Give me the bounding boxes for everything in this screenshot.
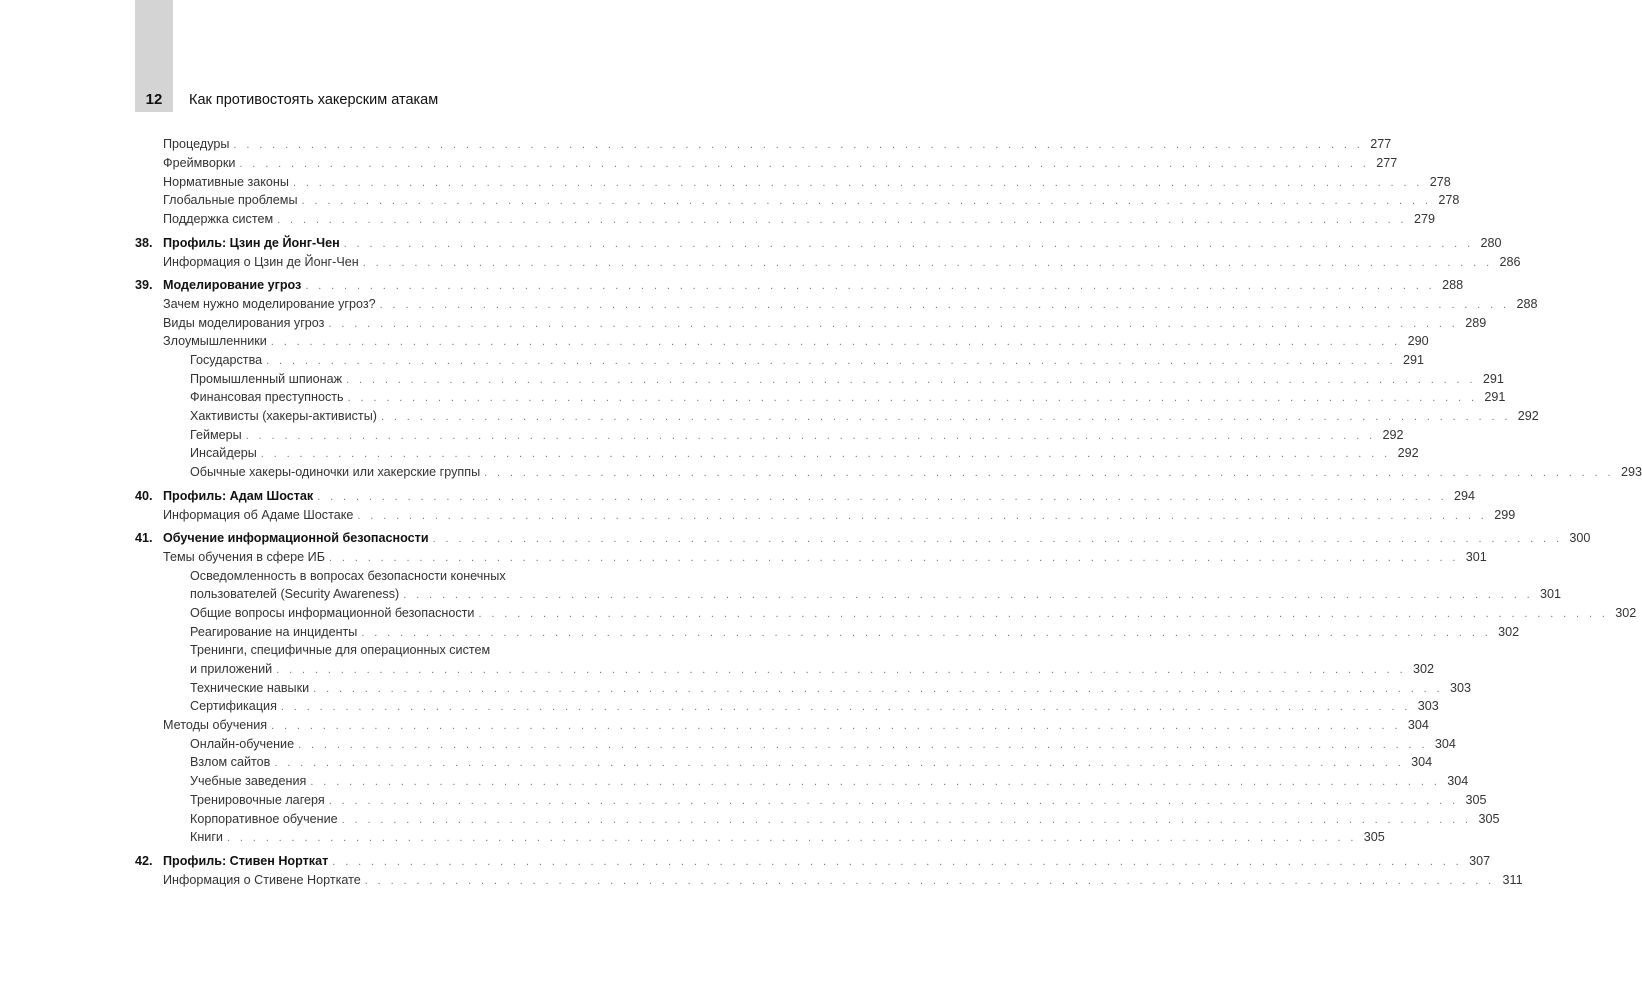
toc-entry-title: Процедуры <box>163 137 230 151</box>
toc-entry-title: Злоумышленники <box>163 334 267 348</box>
toc-entry-page: 292 <box>1382 428 1404 442</box>
toc-entry-page: 305 <box>1478 812 1500 826</box>
toc-entry-title: Обучение информационной безопасности <box>163 531 429 545</box>
toc-entry-title: Темы обучения в сфере ИБ <box>163 550 325 564</box>
toc-entry-page: 288 <box>1442 278 1464 292</box>
toc-entry[interactable] <box>135 660 1435 679</box>
dot-leader: . . . . . . . . . . . . . . . . . . . . . . . . . . . . . . . . . . . . . . . . . . . . . . . . . . . . . . . . . . . . . . . . . . . . . . . . . . . . . . . . . . . . . . . . <box>245 430 1376 442</box>
toc-entry[interactable] <box>135 370 1504 389</box>
dot-leader: . . . . . . . . . . . . . . . . . . . . . . . . . . . . . . . . . . . . . . . . . . . . . . . . . . . . . . . . . . . . . . . . . . . . . . . . . . . . . . . . . . . . . . . . <box>328 552 1459 564</box>
chapter-number: 40. <box>135 489 153 503</box>
dot-leader: . . . . . . . . . . . . . . . . . . . . . . . . . . . . . . . . . . . . . . . . . . . . . . . . . . . . . . . . . . . . . . . . . . . . . . . . . . . . . . . . . . . . . . . . <box>361 627 1492 639</box>
toc-entry[interactable] <box>135 154 1398 173</box>
toc-entry[interactable] <box>135 351 1424 370</box>
dot-leader: . . . . . . . . . . . . . . . . . . . . . . . . . . . . . . . . . . . . . . . . . . . . . . . . . . . . . . . . . . . . . . . . . . . . . . . . . . . . . . . . . . . . . . . . <box>478 608 1609 620</box>
toc-entry-page: 311 <box>1502 873 1523 887</box>
toc-entry-title: Тренинги, специфичные для операционных систем <box>190 643 491 657</box>
toc-entry-title: Промышленный шпионаж <box>190 372 343 386</box>
toc-entry[interactable] <box>135 463 1642 482</box>
toc-entry-page: 293 <box>1620 465 1642 479</box>
toc-entry[interactable] <box>135 772 1469 791</box>
toc-entry[interactable] <box>135 585 1562 604</box>
toc-entry-page: 303 <box>1449 681 1471 695</box>
toc-entry[interactable] <box>135 135 1392 154</box>
chapter-number: 38. <box>135 236 153 250</box>
dot-leader: . . . . . . . . . . . . . . . . . . . . . . . . . . . . . . . . . . . . . . . . . . . . . . . . . . . . . . . . . . . . . . . . . . . . . . . . . . . . . . . . . . . . . . . . <box>484 467 1614 479</box>
chapter-number: 39. <box>135 278 153 292</box>
toc-entry[interactable] <box>135 332 1429 351</box>
toc-entry-page: 302 <box>1498 625 1520 639</box>
toc-entry-page: 292 <box>1517 409 1539 423</box>
toc-entry-title: Инсайдеры <box>190 446 257 460</box>
toc-entry[interactable] <box>135 426 1404 445</box>
toc-entry-title: Онлайн-обучение <box>190 737 295 751</box>
toc-entry[interactable] <box>135 567 694 586</box>
toc-entry-title: Осведомленность в вопросах безопасности конечных <box>190 569 506 583</box>
dot-leader: . . . . . . . . . . . . . . . . . . . . . . . . . . . . . . . . . . . . . . . . . . . . . . . . . . . . . . . . . . . . . . . . . . . . . . . . . . . . . . . . . . . . . . . . <box>274 757 1405 769</box>
dot-leader: . . . . . . . . . . . . . . . . . . . . . . . . . . . . . . . . . . . . . . . . . . . . . . . . . . . . . . . . . . . . . . . . . . . . . . . . . . . . . . . . . . . . . . . . <box>362 257 1493 269</box>
toc-chapter[interactable] <box>135 852 1491 871</box>
toc-entry-title: Хактивисты (хакеры-активисты) <box>190 409 377 423</box>
toc-entry-page: 302 <box>1615 606 1637 620</box>
page-number: 12 <box>145 91 163 108</box>
toc-entry-title: Тренировочные лагеря <box>190 793 325 807</box>
toc-entry-title: Профиль: Стивен Норткат <box>163 854 329 868</box>
toc-entry-title: Взлом сайтов <box>190 755 271 769</box>
dot-leader: . . . . . . . . . . . . . . . . . . . . . . . . . . . . . . . . . . . . . . . . . . . . . . . . . . . . . . . . . . . . . . . . . . . . . . . . . . . . . . . . . . . . . . . . <box>270 336 1401 348</box>
toc-entry-title: Государства <box>190 353 263 367</box>
toc-entry-page: 303 <box>1417 699 1439 713</box>
toc-entry-title: Поддержка систем <box>163 212 274 226</box>
toc-entry-title: Реагирование на инциденты <box>190 625 358 639</box>
toc-entry[interactable] <box>135 623 1520 642</box>
toc-entry[interactable] <box>135 506 1516 525</box>
toc-entry-page: 280 <box>1480 236 1502 250</box>
toc-entry[interactable] <box>135 388 1506 407</box>
toc-entry-page: 294 <box>1454 489 1476 503</box>
toc-entry-page: 304 <box>1411 755 1433 769</box>
toc-entry[interactable] <box>135 828 1385 847</box>
dot-leader: . . . . . . . . . . . . . . . . . . . . . . . . . . . . . . . . . . . . . . . . . . . . . . . . . . . . . . . . . . . . . . . . . . . . . . . . . . . . . . . . . . . . . . . . <box>343 238 1474 250</box>
toc-entry-page: 304 <box>1407 718 1429 732</box>
dot-leader: . . . . . . . . . . . . . . . . . . . . . . . . . . . . . . . . . . . . . . . . . . . . . . . . . . . . . . . . . . . . . . . . . . . . . . . . . . . . . . . . . . . . . . . . <box>379 299 1510 311</box>
dot-leader: . . . . . . . . . . . . . . . . . . . . . . . . . . . . . . . . . . . . . . . . . . . . . . . . . . . . . . . . . . . . . . . . . . . . . . . . . . . . . . . . . . . . . . . . <box>317 491 1448 503</box>
toc-entry[interactable] <box>135 295 1538 314</box>
dot-leader: . . . . . . . . . . . . . . . . . . . . . . . . . . . . . . . . . . . . . . . . . . . . . . . . . . . . . . . . . . . . . . . . . . . . . . . . . . . . . . . . . . . . . . . . <box>301 195 1432 207</box>
dot-leader: . . . . . . . . . . . . . . . . . . . . . . . . . . . . . . . . . . . . . . . . . . . . . . . . . . . . . . . . . . . . . . . . . . . . . . . . . . . . . . . . . . . . . . . . <box>298 739 1428 751</box>
chapter-number: 42. <box>135 854 153 868</box>
toc-entry[interactable] <box>135 679 1471 698</box>
toc-chapter[interactable] <box>135 276 1464 295</box>
dot-leader: . . . . . . . . . . . . . . . . . . . . . . . . . . . . . . . . . . . . . . . . . . . . . . . . . . . . . . . . . . . . . . . . . . . . . . . . . . . . . . . . . . . . . . . . <box>403 589 1534 601</box>
dot-leader: . . . . . . . . . . . . . . . . . . . . . . . . . . . . . . . . . . . . . . . . . . . . . . . . . . . . . . . . . . . . . . . . . . . . . . . . . . . . . . . . . . . . . . . . <box>346 374 1476 386</box>
toc-entry-page: 279 <box>1413 212 1435 226</box>
toc-entry-title: Книги <box>190 830 223 844</box>
toc-entry-page: 277 <box>1370 137 1392 151</box>
toc-entry-title: Сертификация <box>190 699 277 713</box>
dot-leader: . . . . . . . . . . . . . . . . . . . . . . . . . . . . . . . . . . . . . . . . . . . . . . . . . . . . . . . . . . . . . . . . . . . . . . . . . . . . . . . . . . . . . . . . <box>239 158 1370 170</box>
dot-leader: . . . . . . . . . . . . . . . . . . . . . . . . . . . . . . . . . . . . . . . . . . . . . . . . . . . . . . . . . . . . . . . . . . . . . . . . . . . . . . . . . . . . . . . . <box>271 720 1401 732</box>
dot-leader: . . . . . . . . . . . . . . . . . . . . . . . . . . . . . . . . . . . . . . . . . . . . . . . . . . . . . . . . . . . . . . . . . . . . . . . . . . . . . . . . . . . . . . . . <box>280 701 1411 713</box>
toc-chapter[interactable] <box>135 234 1502 253</box>
dot-leader: . . . . . . . . . . . . . . . . . . . . . . . . . . . . . . . . . . . . . . . . . . . . . . . . . . . . . . . . . . . . . . . . . . . . . . . . . . . . . . . . . . . . . . . . <box>305 280 1436 292</box>
toc-entry-page: 288 <box>1516 297 1538 311</box>
toc-entry-page: 277 <box>1376 156 1398 170</box>
dot-leader: . . . . . . . . . . . . . . . . . . . . . . . . . . . . . . . . . . . . . . . . . . . . . . . . . . . . . . . . . . . . . . . . . . . . . . . . . . . . . . . . . . . . . . . . <box>347 392 1478 404</box>
toc-entry[interactable] <box>135 444 1419 463</box>
toc-entry-page: 304 <box>1447 774 1469 788</box>
toc-entry-page: 304 <box>1434 737 1456 751</box>
toc-entry[interactable] <box>135 697 1439 716</box>
toc-entry-page: 278 <box>1438 193 1460 207</box>
toc-entry-title: Информация об Адаме Шостаке <box>163 508 354 522</box>
dot-leader: . . . . . . . . . . . . . . . . . . . . . . . . . . . . . . . . . . . . . . . . . . . . . . . . . . . . . . . . . . . . . . . . . . . . . . . . . . . . . . . . . . . . . . . . <box>380 411 1511 423</box>
toc-entry-page: 291 <box>1402 353 1424 367</box>
toc-entry-title: Нормативные законы <box>163 175 289 189</box>
toc-entry-title: Общие вопросы информационной безопасности <box>190 606 475 620</box>
toc-entry-page: 290 <box>1407 334 1429 348</box>
toc-entry-title: Технические навыки <box>190 681 310 695</box>
toc-entry[interactable] <box>135 641 694 660</box>
toc-entry[interactable] <box>135 871 1523 890</box>
dot-leader: . . . . . . . . . . . . . . . . . . . . . . . . . . . . . . . . . . . . . . . . . . . . . . . . . . . . . . . . . . . . . . . . . . . . . . . . . . . . . . . . . . . . . . . . <box>332 856 1463 868</box>
toc-entry[interactable] <box>135 735 1456 754</box>
dot-leader: . . . . . . . . . . . . . . . . . . . . . . . . . . . . . . . . . . . . . . . . . . . . . . . . . . . . . . . . . . . . . . . . . . . . . . . . . . . . . . . . . . . . . . . . <box>432 533 1563 545</box>
running-title: Как противостоять хакерским атакам <box>189 92 439 108</box>
toc-entry[interactable] <box>135 191 1460 210</box>
toc-entry-page: 278 <box>1429 175 1451 189</box>
toc-entry-page: 301 <box>1465 550 1487 564</box>
dot-leader: . . . . . . . . . . . . . . . . . . . . . . . . . . . . . . . . . . . . . . . . . . . . . . . . . . . . . . . . . . . . . . . . . . . . . . . . . . . . . . . . . . . . . . . . <box>226 832 1357 844</box>
toc-entry-title: Обычные хакеры-одиночки или хакерские группы <box>190 465 481 479</box>
toc-entry[interactable] <box>135 407 1539 426</box>
dot-leader: . . . . . . . . . . . . . . . . . . . . . . . . . . . . . . . . . . . . . . . . . . . . . . . . . . . . . . . . . . . . . . . . . . . . . . . . . . . . . . . . . . . . . . . . <box>277 214 1407 226</box>
toc-entry[interactable] <box>135 810 1500 829</box>
dot-leader: . . . . . . . . . . . . . . . . . . . . . . . . . . . . . . . . . . . . . . . . . . . . . . . . . . . . . . . . . . . . . . . . . . . . . . . . . . . . . . . . . . . . . . . . <box>276 664 1407 676</box>
toc-entry-title: и приложений <box>190 662 273 676</box>
toc-chapter[interactable] <box>135 529 1591 548</box>
toc-entry-title: Зачем нужно моделирование угроз? <box>163 297 376 311</box>
toc-entry[interactable] <box>135 314 1487 333</box>
dot-leader: . . . . . . . . . . . . . . . . . . . . . . . . . . . . . . . . . . . . . . . . . . . . . . . . . . . . . . . . . . . . . . . . . . . . . . . . . . . . . . . . . . . . . . . . <box>292 177 1423 189</box>
dot-leader: . . . . . . . . . . . . . . . . . . . . . . . . . . . . . . . . . . . . . . . . . . . . . . . . . . . . . . . . . . . . . . . . . . . . . . . . . . . . . . . . . . . . . . . . <box>233 139 1364 151</box>
toc-entry-page: 291 <box>1482 372 1504 386</box>
toc-entry[interactable] <box>135 791 1487 810</box>
toc-entry-title: Методы обучения <box>163 718 268 732</box>
toc-entry[interactable] <box>135 253 1521 272</box>
toc-entry-page: 299 <box>1494 508 1516 522</box>
toc-entry-page: 292 <box>1397 446 1419 460</box>
toc-entry-title: пользователей (Security Awareness) <box>190 587 400 601</box>
running-header <box>135 91 438 111</box>
toc-entry-title: Геймеры <box>190 428 242 442</box>
toc-entry-title: Финансовая преступность <box>190 390 344 404</box>
dot-leader: . . . . . . . . . . . . . . . . . . . . . . . . . . . . . . . . . . . . . . . . . . . . . . . . . . . . . . . . . . . . . . . . . . . . . . . . . . . . . . . . . . . . . . . . <box>341 814 1472 826</box>
chapter-number: 41. <box>135 531 153 545</box>
toc-entry-title: Виды моделирования угроз <box>163 316 325 330</box>
toc-entry-title: Корпоративное обучение <box>190 812 338 826</box>
dot-leader: . . . . . . . . . . . . . . . . . . . . . . . . . . . . . . . . . . . . . . . . . . . . . . . . . . . . . . . . . . . . . . . . . . . . . . . . . . . . . . . . . . . . . . . . <box>266 355 1396 367</box>
dot-leader: . . . . . . . . . . . . . . . . . . . . . . . . . . . . . . . . . . . . . . . . . . . . . . . . . . . . . . . . . . . . . . . . . . . . . . . . . . . . . . . . . . . . . . . . <box>310 776 1441 788</box>
toc-entry[interactable] <box>135 716 1429 735</box>
dot-leader: . . . . . . . . . . . . . . . . . . . . . . . . . . . . . . . . . . . . . . . . . . . . . . . . . . . . . . . . . . . . . . . . . . . . . . . . . . . . . . . . . . . . . . . . <box>260 448 1391 460</box>
toc-entry-title: Информация о Цзин де Йонг-Чен <box>163 255 359 269</box>
dot-leader: . . . . . . . . . . . . . . . . . . . . . . . . . . . . . . . . . . . . . . . . . . . . . . . . . . . . . . . . . . . . . . . . . . . . . . . . . . . . . . . . . . . . . . . . <box>328 795 1459 807</box>
dot-leader: . . . . . . . . . . . . . . . . . . . . . . . . . . . . . . . . . . . . . . . . . . . . . . . . . . . . . . . . . . . . . . . . . . . . . . . . . . . . . . . . . . . . . . . . <box>364 875 1495 887</box>
toc-entry-page: 307 <box>1469 854 1491 868</box>
toc-entry[interactable] <box>135 173 1451 192</box>
toc-entry-page: 305 <box>1363 830 1385 844</box>
toc-entry[interactable] <box>135 604 1637 623</box>
toc-entry[interactable] <box>135 753 1433 772</box>
toc-entry-page: 301 <box>1540 587 1562 601</box>
toc-entry[interactable] <box>135 548 1487 567</box>
dot-leader: . . . . . . . . . . . . . . . . . . . . . . . . . . . . . . . . . . . . . . . . . . . . . . . . . . . . . . . . . . . . . . . . . . . . . . . . . . . . . . . . . . . . . . . . <box>313 683 1443 695</box>
toc-entry-page: 305 <box>1465 793 1487 807</box>
toc-entry-title: Профиль: Адам Шостак <box>163 489 314 503</box>
toc-entry-page: 291 <box>1484 390 1506 404</box>
toc-entry-page: 286 <box>1499 255 1521 269</box>
toc-entry-title: Учебные заведения <box>190 774 307 788</box>
toc-entry-page: 289 <box>1465 316 1487 330</box>
toc-entry[interactable] <box>135 210 1435 229</box>
toc-chapter[interactable] <box>135 487 1476 506</box>
toc-entry-title: Фреймворки <box>163 156 236 170</box>
dot-leader: . . . . . . . . . . . . . . . . . . . . . . . . . . . . . . . . . . . . . . . . . . . . . . . . . . . . . . . . . . . . . . . . . . . . . . . . . . . . . . . . . . . . . . . . <box>328 318 1459 330</box>
toc-entry-title: Глобальные проблемы <box>163 193 298 207</box>
toc-entry-title: Информация о Стивене Норткате <box>163 873 361 887</box>
dot-leader: . . . . . . . . . . . . . . . . . . . . . . . . . . . . . . . . . . . . . . . . . . . . . . . . . . . . . . . . . . . . . . . . . . . . . . . . . . . . . . . . . . . . . . . . <box>357 510 1488 522</box>
toc-entry-title: Профиль: Цзин де Йонг-Чен <box>163 236 340 250</box>
toc-entry-title: Моделирование угроз <box>163 278 302 292</box>
toc-entry-page: 300 <box>1569 531 1591 545</box>
toc-entry-page: 302 <box>1413 662 1435 676</box>
